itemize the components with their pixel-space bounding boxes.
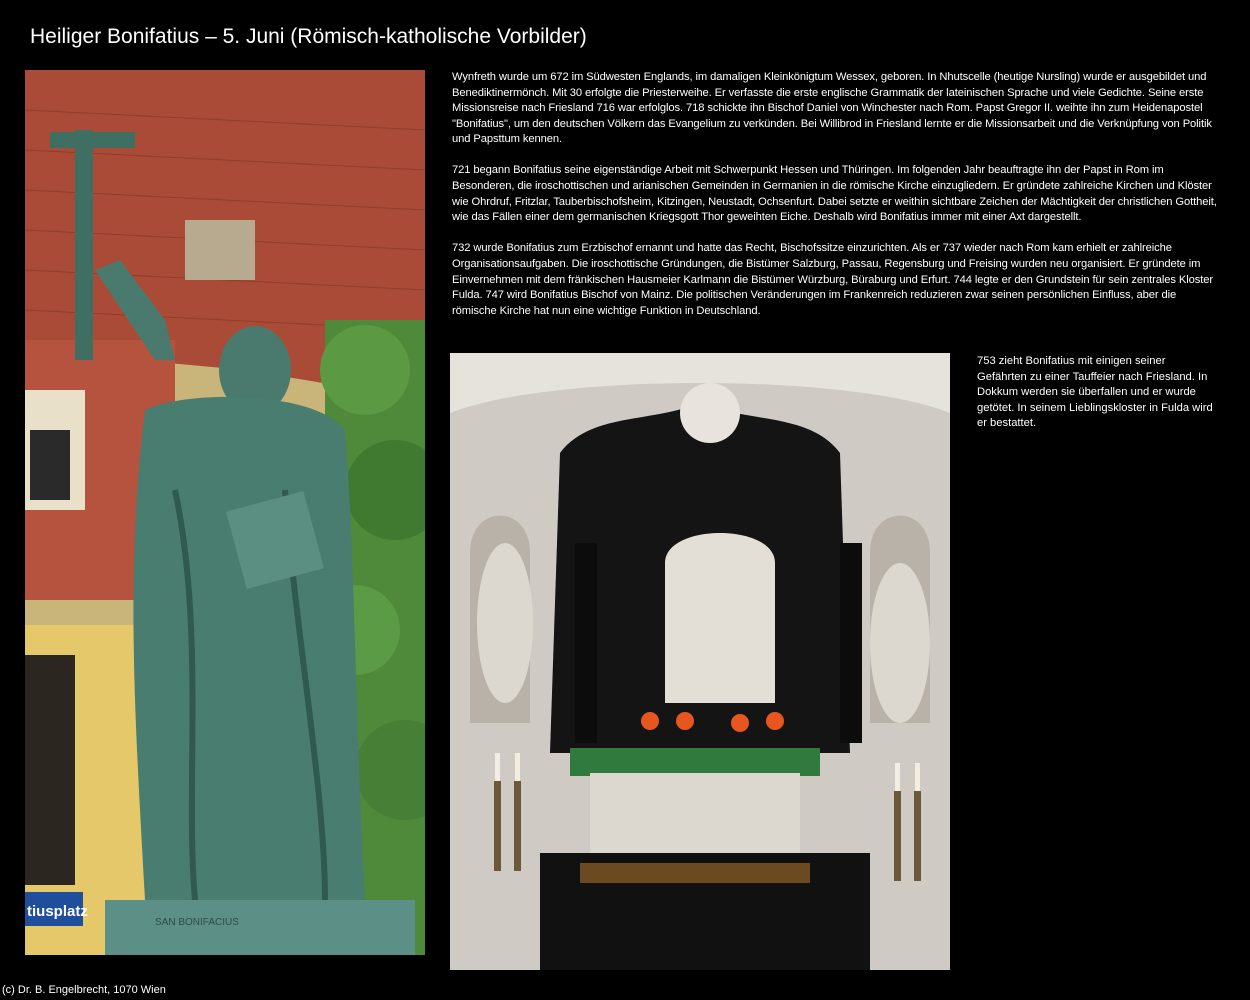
statue-plinth bbox=[105, 900, 415, 955]
coat-of-arms bbox=[680, 383, 740, 443]
bonifatius-statue-photo bbox=[25, 70, 425, 955]
statue-robe bbox=[133, 397, 365, 900]
cross-bar bbox=[50, 132, 135, 148]
altar-photo-drawing bbox=[450, 353, 950, 970]
window-lower bbox=[25, 655, 75, 885]
cross-staff bbox=[75, 130, 93, 360]
right-column bbox=[840, 543, 862, 743]
death-and-burial-text: 753 zieht Bonifatius mit einigen seiner Gefährten zu einer Tauffeier nach Friesland. In Dokkum werden sie überfallen und er wurde getötet. In seinem Lieblingskloster in Fulda wird er bestattet. bbox=[977, 355, 1213, 430]
right-angel-figure bbox=[870, 563, 930, 723]
statue-photo-drawing bbox=[25, 70, 425, 955]
left-saint-figure bbox=[477, 543, 533, 703]
relief-panel bbox=[665, 533, 775, 703]
copyright-footer: (c) Dr. B. Engelbrecht, 1070 Wien bbox=[2, 984, 166, 996]
wooden-floor-panel bbox=[580, 863, 810, 883]
biography-paragraph-3: 732 wurde Bonifatius zum Erzbischof ernannt und hatte das Recht, Bischofssitze einzurichten. Als er 737 wieder nach Rom kam erhielt er zahlreiche Organisationsaufgaben. Die iroschottische Gründungen, die Bistümer Salzburg, Passau, Regensburg und Freising wurden neu organisiert. Er gründete im Einvernehmen mit dem fränkischen Hausmeier Karlmann die Bistümer Würzburg, Büraburg und Erfurt. 744 legte er den Grundstein für sein zentrales Kloster Fulda. 747 wird Bonifatius Bischof von Mainz. Die politischen Veränderungen im Frankenreich reduzieren zwar seinen persönlichen Einfluss, aber die römische Kirche hat nun eine wichtige Funktion in Deutschland. bbox=[452, 242, 1214, 317]
plinth-inscription: SAN BONIFACIUS bbox=[155, 917, 239, 928]
left-column bbox=[575, 543, 597, 743]
biography-paragraph-1: Wynfreth wurde um 672 im Südwesten Englands, im damaligen Kleinkönigtum Wessex, geboren. In Nhutscelle (heutige Nursling) wurde er ausgebildet und Benediktinermönch. Mit 30 erfolgte die Priesterweihe. Er verfasste die erste englische Grammatik der lateinischen Sprache und viele Gedichte. Seine erste Missionsreise nach Friesland 716 war erfolglos. 718 schickte ihn Bischof Daniel von Winchester nach Rom. Papst Gregor II. weihte ihn zum Heidenapostel "Bonifatius", um den deutschen Völkern das Evangelium zu verkünden. Bei Willibrod in Friesland lernte er die Missionsarbeit und die Verknüpfung von Politik und Papsttum kennen. bbox=[452, 71, 1212, 146]
biography-paragraph-2: 721 begann Bonifatius seine eigenständige Arbeit mit Schwerpunkt Hessen und Thüringen. Im folgenden Jahr beauftragte ihn der Papst in Rom im Besonderen, die iroschottischen und arianischen Gemeinden in Germanien in die römische Kirche einzugliedern. Er gründete zahlreiche Kirchen und Klöster wie Ohrdruf, Fritzlar, Tauberbischofsheim, Kitzingen, Neustadt, Ochsenfurt. Dabei setzte er weithin sichtbare Zeichen der Mächtigkeit der christlichen Gottheit, wie das Fällen einer dem germanischen Kriegsgott Thor geweihten Eiche. Deshalb wird Bonifatius immer mit einer Axt dargestellt. bbox=[452, 164, 1217, 224]
street-sign-text: tiusplatz bbox=[27, 903, 88, 920]
dormer bbox=[185, 220, 255, 280]
bonifatius-altar-photo bbox=[450, 353, 950, 970]
window-upper bbox=[30, 430, 70, 500]
green-altar-cloth bbox=[570, 748, 820, 776]
altar-front-relief bbox=[590, 773, 800, 853]
biography-text bbox=[452, 70, 1222, 335]
page-title: Heiliger Bonifatius – 5. Juni (Römisch-katholische Vorbilder) bbox=[30, 25, 587, 48]
